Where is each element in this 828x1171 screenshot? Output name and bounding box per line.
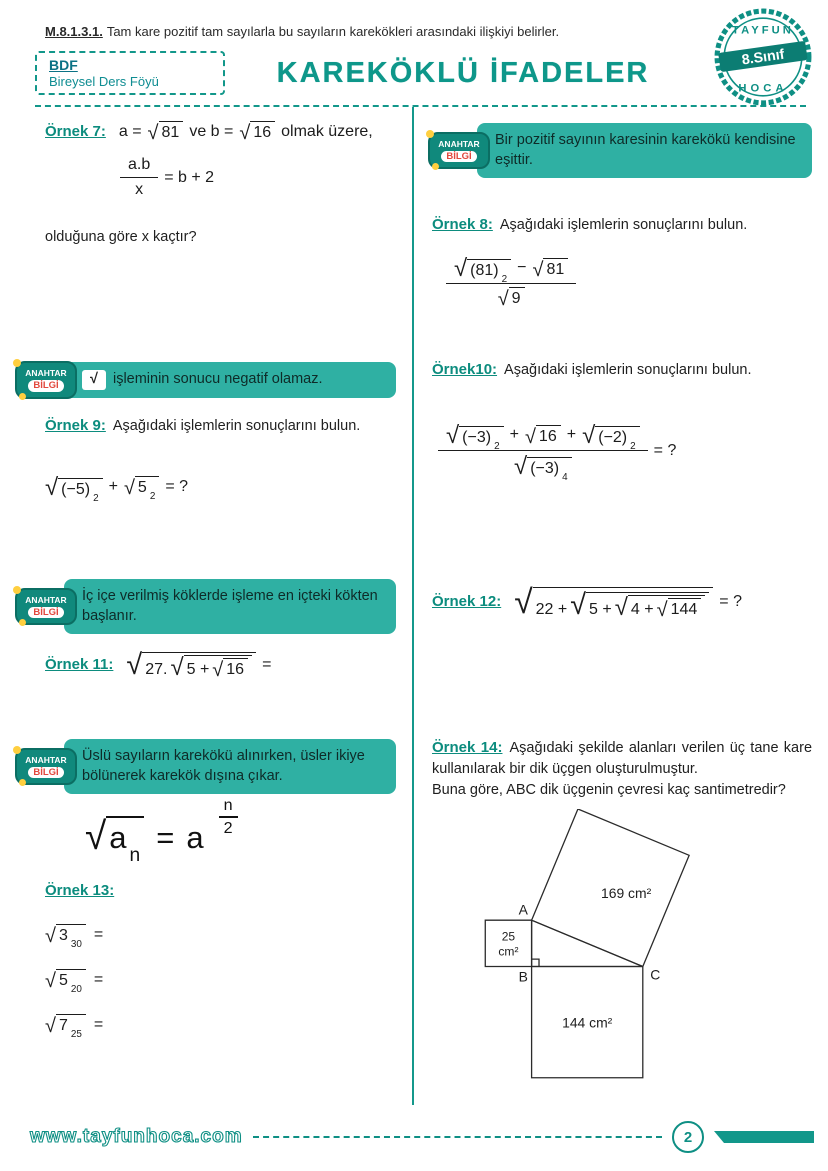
vertex-label-a: A (518, 901, 528, 918)
badge-line2: BİLGİ (441, 151, 476, 162)
math-expression (438, 422, 812, 484)
math-text: 3 (58, 927, 68, 945)
radicand: 3 30 (56, 924, 86, 945)
rule-formula (85, 796, 396, 867)
sqrt-expression (615, 595, 706, 619)
objective-code: M.8.1.3.1. (45, 24, 103, 39)
radicand: (81) 2 (467, 259, 511, 280)
math-expression (120, 156, 396, 199)
section-ornek10 (412, 345, 828, 563)
sqrt-expression (497, 287, 525, 311)
ornek12-label: Örnek 12: (432, 593, 502, 611)
stamp-grade-text: 8.Sınıf (740, 46, 786, 69)
badge-line2: BİLGİ (28, 607, 63, 618)
radical-sign: √ (85, 815, 107, 859)
ornek8-label: Örnek 8: (432, 216, 493, 234)
page-number: 2 (683, 1128, 693, 1146)
badge-line2: BİLGİ (28, 380, 63, 391)
page-title: KAREKÖKLÜ İFADELER (276, 56, 650, 89)
content-grid (0, 107, 828, 1105)
key-info-text: Üslü sayıların karekökü alınırken, üsler ikiye bölünerek karekök dışına çıkar. (64, 739, 396, 794)
prompt-text: Aşağıdaki işlemlerin sonuçlarını bulun. (499, 217, 748, 234)
math-text: ve b = (189, 122, 234, 140)
ornek13-label: Örnek 13: (45, 882, 115, 900)
footer-banner-strip (714, 1131, 814, 1143)
math-text: 5 + (589, 600, 612, 618)
area-label-25-line2: cm² (498, 944, 519, 959)
radical-sign: √ (212, 658, 224, 681)
anahtar-bilgi-badge (15, 748, 77, 786)
section-ornek7 (0, 107, 412, 345)
footer-dashed-line (253, 1136, 662, 1138)
prompt-text: Aşağıdaki işlemlerin sonuçlarını bulun. (504, 362, 752, 378)
radical-sign: √ (170, 653, 184, 681)
math-text: (−3) (462, 429, 492, 447)
operator: + (566, 426, 577, 444)
radicand: (−2) 2 (595, 426, 639, 447)
ornek9-prompt-line (45, 415, 396, 437)
sqrt-expression (45, 1014, 86, 1041)
math-expression (45, 1014, 396, 1041)
key-info-text: Bir pozitif sayının karesinin karekökü kendisine eşittir. (477, 123, 812, 178)
radical-sign: √ (532, 258, 544, 281)
radicand: 144 (668, 598, 702, 619)
numerator (438, 423, 648, 451)
numerator (446, 256, 576, 284)
section-ornek13 (0, 723, 412, 1105)
radicand: (−5) 2 (58, 478, 102, 499)
radical-sign: √ (123, 477, 135, 500)
math-text: 4 + (630, 600, 654, 618)
radical-sign: √ (614, 593, 628, 621)
sqrt-expression (123, 476, 159, 503)
page-footer (0, 1121, 828, 1153)
radical-sign: √ (45, 970, 56, 993)
radical-sign: √ (497, 288, 509, 311)
radical-sign: √ (454, 255, 468, 283)
sqrt-expression (454, 255, 511, 286)
vertex-label-c: C (650, 966, 661, 983)
objective-line (0, 0, 828, 47)
right-angle-marker (532, 959, 539, 966)
radicand: 9 (509, 287, 525, 308)
stamp-bottom-text: HOCA (738, 82, 788, 95)
ornek7-label: Örnek 7: (45, 123, 106, 140)
sqrt-expression (570, 590, 709, 619)
ornek7-question: olduğuna göre x kaçtır? (45, 229, 197, 245)
math-text: 27. (145, 660, 168, 678)
sqrt-expression (514, 585, 713, 619)
math-text: a (186, 820, 204, 856)
result-placeholder: = (93, 970, 104, 988)
equals-sign: = (156, 820, 175, 856)
badge-line2: BİLGİ (28, 767, 63, 778)
bdf-subtitle: Bireysel Ders Föyü (49, 74, 159, 89)
denominator (497, 284, 525, 311)
ornek14-text2: Buna göre, ABC dik üçgenin çevresi kaç santimetredir? (432, 782, 786, 799)
bdf-box (35, 51, 225, 95)
result-placeholder: = (262, 655, 272, 673)
math-text: olmak üzere, (281, 122, 373, 140)
radicand (142, 652, 256, 679)
radical-sign: √ (514, 453, 528, 481)
area-label-169: 169 cm² (601, 885, 652, 902)
math-expression (45, 121, 396, 142)
sqrt-expression (126, 649, 256, 682)
radicand: 5 20 (56, 969, 86, 990)
sqrt-expression (657, 598, 702, 619)
fraction (438, 422, 648, 484)
sqrt-expression (45, 473, 103, 504)
radical-sign: √ (239, 122, 251, 144)
key-info-box (15, 739, 396, 794)
radicand: 81 (159, 121, 184, 142)
problem-text: Aşağıdaki şekilde alanları verilen üç tane kare kullanılarak bir dik üçgen oluşturulmuştur. (432, 740, 813, 778)
sqrt-expression (582, 422, 640, 453)
section-ornek11 (0, 563, 412, 723)
page-header (35, 47, 806, 107)
result-placeholder: = (93, 1015, 104, 1033)
operator: + (108, 477, 118, 495)
sqrt-expression (45, 969, 86, 996)
denominator (514, 451, 572, 484)
radicand: a n (106, 816, 144, 856)
vertex-label-b: B (518, 968, 528, 985)
radicand: (−3) 2 (459, 426, 503, 447)
sqrt-expression (170, 655, 252, 679)
radical-sign: √ (45, 473, 59, 501)
math-text: 5 (137, 479, 147, 497)
math-expression (45, 924, 396, 951)
stamp-top-text: TAYFUN (732, 24, 794, 37)
math-text: 5 (58, 972, 68, 990)
math-text: (81) (470, 262, 499, 280)
radicand: 81 (543, 258, 568, 279)
key-info-text: işleminin sonucu negatif olamaz. (112, 371, 323, 387)
sqrt-expression (212, 658, 248, 679)
result-placeholder: = ? (165, 477, 189, 495)
math-expression (446, 255, 812, 311)
ornek14-label: Örnek 14: (432, 739, 503, 756)
badge-line1: ANAHTAR (438, 138, 480, 149)
math-text: a (109, 820, 127, 856)
section-ornek12 (412, 563, 828, 723)
sqrt-expression (45, 924, 86, 951)
ornek11-label: Örnek 11: (45, 656, 114, 674)
key-info-text (64, 362, 396, 398)
ornek13-label-line (45, 882, 396, 900)
section-ornek9 (0, 345, 412, 563)
fraction (446, 255, 576, 311)
math-text: (−5) (61, 480, 91, 498)
result-placeholder: = ? (719, 592, 742, 610)
result-placeholder: = ? (653, 441, 677, 459)
sqrt-expression (85, 815, 144, 867)
denominator: x (135, 181, 144, 198)
anahtar-bilgi-badge (15, 588, 77, 626)
radicand: (−3) 4 (527, 457, 571, 478)
ornek8-prompt-line (432, 214, 812, 236)
radical-sign: √ (126, 649, 143, 682)
anahtar-bilgi-badge (15, 361, 77, 399)
radical-sign: √ (570, 588, 587, 621)
key-info-box (15, 361, 396, 399)
radicand: 16 (223, 658, 248, 679)
radical-sign: √ (45, 925, 56, 948)
math-text: 5 + (186, 660, 210, 678)
result-placeholder: = (93, 925, 104, 943)
section-ornek14 (412, 723, 828, 1105)
sqrt-expression (148, 121, 184, 142)
math-text: 7 (58, 1017, 68, 1035)
numerator: a.b (120, 156, 158, 178)
website-url: www.tayfunhoca.com (30, 1126, 243, 1147)
sqrt-expression (239, 121, 275, 142)
anahtar-bilgi-badge (428, 132, 490, 170)
key-info-text: İç içe verilmiş köklerde işleme en içteki kökten başlanır. (64, 579, 396, 634)
math-text: (−3) (530, 460, 560, 478)
radicand: 5 2 (135, 476, 159, 497)
exponent-fraction (219, 796, 238, 838)
key-info-box (15, 579, 396, 634)
area-label-144: 144 cm² (562, 1014, 613, 1031)
sqrt-expression (446, 422, 504, 453)
badge-line1: ANAHTAR (25, 754, 67, 765)
math-expression (45, 649, 396, 682)
radicand (184, 655, 252, 679)
triangle-squares-figure (450, 809, 780, 1087)
radical-sign: √ (582, 422, 596, 450)
denominator: 2 (223, 819, 233, 838)
sqrt-expression (532, 258, 568, 279)
math-text: 22 + (535, 600, 568, 618)
ornek10-label: Örnek10: (432, 361, 498, 378)
radical-sign: √ (524, 425, 536, 448)
page-number-badge (672, 1121, 704, 1153)
operator: − (517, 259, 527, 277)
radicand: 16 (250, 121, 275, 142)
radicand (586, 592, 709, 619)
area-label-25-line1: 25 (501, 929, 516, 944)
radicand: 7 25 (56, 1014, 86, 1035)
fraction (120, 156, 158, 199)
radical-sign: √ (514, 584, 533, 621)
sqrt-expression (514, 453, 572, 484)
radicand (533, 587, 714, 619)
sqrt-expression (525, 425, 561, 446)
radical-sign: √ (446, 422, 460, 450)
radical-sign: √ (656, 598, 668, 621)
math-expression (45, 969, 396, 996)
operator: + (509, 426, 519, 444)
radical-symbol-box: √ (82, 370, 106, 390)
objective-text: Tam kare pozitif tam sayılarla bu sayıların karekökleri arasındaki ilişkiyi belirler. (106, 24, 560, 39)
ornek10-prompt-line (432, 359, 812, 381)
key-info-box (428, 123, 812, 178)
badge-line1: ANAHTAR (25, 594, 67, 605)
bdf-label: BDF (49, 57, 78, 73)
radical-sign: √ (147, 122, 159, 144)
math-expression (45, 473, 396, 504)
grade-stamp (712, 6, 814, 108)
math-text: = b + 2 (164, 168, 215, 186)
radicand (628, 595, 705, 619)
ornek14-text1 (432, 737, 812, 780)
prompt-text: Aşağıdaki işlemlerin sonuçlarını bulun. (112, 417, 361, 434)
numerator: n (219, 796, 238, 818)
radicand: 16 (536, 425, 561, 446)
section-ornek8 (412, 107, 828, 345)
math-text: a = (118, 122, 142, 140)
ornek9-label: Örnek 9: (45, 416, 106, 434)
math-expression (432, 585, 812, 619)
math-text: (−2) (598, 429, 628, 447)
badge-line1: ANAHTAR (25, 368, 67, 378)
radical-sign: √ (45, 1015, 56, 1038)
